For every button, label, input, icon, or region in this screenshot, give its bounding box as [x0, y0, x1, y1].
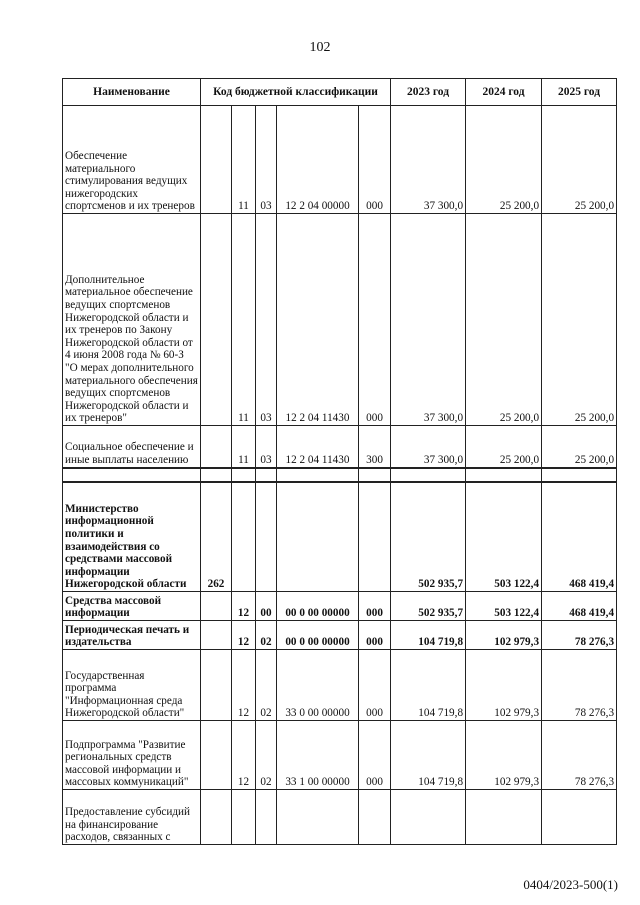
row-2023: 502 935,7	[391, 592, 466, 621]
row-name: Дополнительное материальное обеспечение ведущих спортсменов Нижегородской области и их тренеров по Закону Нижегородской области от 4 июня 2008 года № 60-З "О мерах дополнительного материального обеспечения ведущих спортсменов Нижегородской области и их тренеров"	[63, 214, 201, 426]
row-2024: 102 979,3	[466, 721, 542, 790]
header-2024: 2024 год	[466, 79, 542, 106]
separator-cell	[466, 468, 542, 482]
row-target: 12 2 04 11430	[277, 214, 359, 426]
row-2025: 78 276,3	[542, 650, 617, 721]
row-section: 11	[232, 214, 256, 426]
row-ministry	[201, 426, 232, 468]
table-row	[63, 426, 617, 468]
row-section: 11	[232, 426, 256, 468]
table-row	[63, 482, 617, 592]
row-2023: 104 719,8	[391, 621, 466, 650]
row-2024: 25 200,0	[466, 426, 542, 468]
row-2025: 78 276,3	[542, 721, 617, 790]
row-subsection: 00	[256, 592, 277, 621]
row-target: 33 1 00 00000	[277, 721, 359, 790]
row-section: 12	[232, 592, 256, 621]
header-code: Код бюджетной классификации	[201, 79, 391, 106]
page-number: 102	[309, 40, 331, 55]
separator-cell	[201, 468, 232, 482]
table-row	[63, 650, 617, 721]
row-2025: 468 419,4	[542, 482, 617, 592]
header-2025: 2025 год	[542, 79, 617, 106]
separator-cell	[256, 468, 277, 482]
row-name: Подпрограмма "Развитие региональных средств массовой информации и массовых коммуникаций"	[63, 721, 201, 790]
row-subsection: 03	[256, 214, 277, 426]
row-section	[232, 482, 256, 592]
row-expense: 000	[359, 592, 391, 621]
row-target: 00 0 00 00000	[277, 621, 359, 650]
row-ministry	[201, 650, 232, 721]
row-2024: 25 200,0	[466, 214, 542, 426]
row-2025: 25 200,0	[542, 106, 617, 214]
row-subsection: 02	[256, 621, 277, 650]
header-2023: 2023 год	[391, 79, 466, 106]
row-subsection	[256, 790, 277, 845]
table-row	[63, 592, 617, 621]
separator-cell	[391, 468, 466, 482]
row-name: Министерство информационной политики и взаимодействия со средствами массовой информации Нижегородской области	[63, 482, 201, 592]
row-name: Обеспечение материального стимулирования ведущих нижегородских спортсменов и их тренеров	[63, 106, 201, 214]
row-2023	[391, 790, 466, 845]
row-ministry	[201, 621, 232, 650]
row-expense: 300	[359, 426, 391, 468]
row-section: 12	[232, 721, 256, 790]
row-2024: 102 979,3	[466, 621, 542, 650]
row-target	[277, 790, 359, 845]
row-2025: 25 200,0	[542, 214, 617, 426]
row-target: 12 2 04 00000	[277, 106, 359, 214]
row-2023: 104 719,8	[391, 721, 466, 790]
header-row	[63, 79, 617, 106]
row-name: Средства массовой информации	[63, 592, 201, 621]
separator-row	[63, 468, 617, 482]
row-ministry: 262	[201, 482, 232, 592]
row-name: Социальное обеспечение и иные выплаты населению	[63, 426, 201, 468]
row-expense: 000	[359, 721, 391, 790]
row-target: 33 0 00 00000	[277, 650, 359, 721]
row-2024: 503 122,4	[466, 592, 542, 621]
separator-cell	[542, 468, 617, 482]
row-2023: 37 300,0	[391, 214, 466, 426]
row-2024: 25 200,0	[466, 106, 542, 214]
row-name: Предоставление субсидий на финансирование расходов, связанных с	[63, 790, 201, 845]
table-row	[63, 106, 617, 214]
row-target: 12 2 04 11430	[277, 426, 359, 468]
row-ministry	[201, 214, 232, 426]
row-2025: 25 200,0	[542, 426, 617, 468]
row-2024: 102 979,3	[466, 650, 542, 721]
row-2023: 502 935,7	[391, 482, 466, 592]
row-subsection: 03	[256, 426, 277, 468]
header-name: Наименование	[63, 79, 201, 106]
row-2024	[466, 790, 542, 845]
row-2025: 468 419,4	[542, 592, 617, 621]
row-2023: 37 300,0	[391, 426, 466, 468]
row-ministry	[201, 721, 232, 790]
row-section: 11	[232, 106, 256, 214]
row-name: Государственная программа "Информационная среда Нижегородской области"	[63, 650, 201, 721]
row-expense: 000	[359, 106, 391, 214]
row-2025	[542, 790, 617, 845]
row-name: Периодическая печать и издательства	[63, 621, 201, 650]
separator-cell	[232, 468, 256, 482]
table-row	[63, 721, 617, 790]
budget-table	[62, 78, 617, 845]
table-row	[63, 790, 617, 845]
row-subsection: 02	[256, 650, 277, 721]
row-section: 12	[232, 650, 256, 721]
separator-cell	[63, 468, 201, 482]
separator-cell	[277, 468, 359, 482]
row-target: 00 0 00 00000	[277, 592, 359, 621]
row-ministry	[201, 790, 232, 845]
row-subsection: 03	[256, 106, 277, 214]
row-expense	[359, 790, 391, 845]
row-2024: 503 122,4	[466, 482, 542, 592]
row-expense: 000	[359, 621, 391, 650]
row-section: 12	[232, 621, 256, 650]
row-2023: 37 300,0	[391, 106, 466, 214]
document-id: 0404/2023-500(1)	[523, 877, 618, 892]
row-expense: 000	[359, 650, 391, 721]
row-subsection: 02	[256, 721, 277, 790]
table-row	[63, 621, 617, 650]
row-expense	[359, 482, 391, 592]
row-2025: 78 276,3	[542, 621, 617, 650]
row-2023: 104 719,8	[391, 650, 466, 721]
row-expense: 000	[359, 214, 391, 426]
separator-cell	[359, 468, 391, 482]
row-ministry	[201, 592, 232, 621]
row-target	[277, 482, 359, 592]
row-section	[232, 790, 256, 845]
row-subsection	[256, 482, 277, 592]
table-row	[63, 214, 617, 426]
row-ministry	[201, 106, 232, 214]
